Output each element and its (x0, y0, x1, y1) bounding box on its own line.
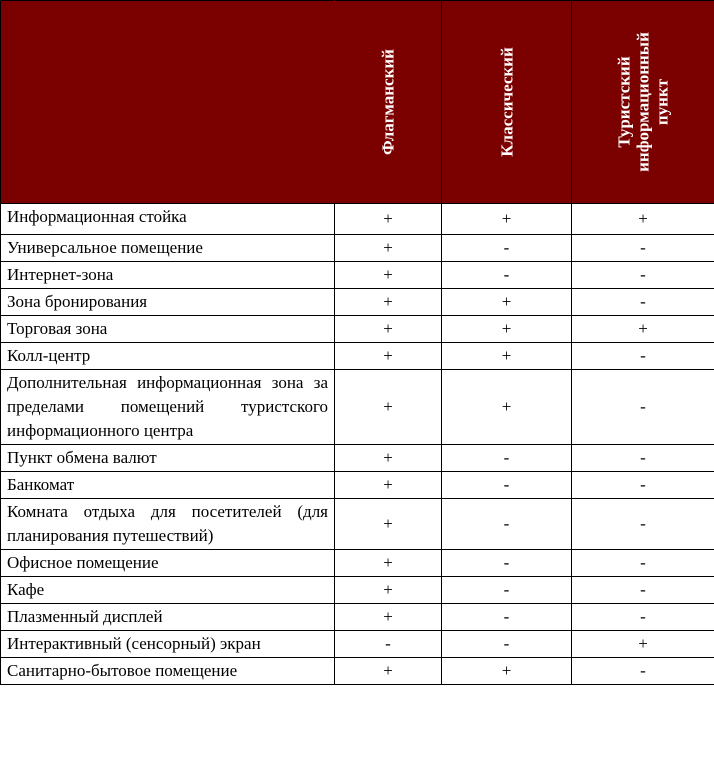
column-header-flagship (335, 1, 442, 204)
table-row (1, 577, 714, 604)
cell-tourist-point: - (572, 235, 714, 262)
table-row (1, 316, 714, 343)
cell-tourist-point: - (572, 262, 714, 289)
table-row (1, 658, 714, 685)
table-row (1, 370, 714, 445)
cell-tourist-point: - (572, 658, 714, 685)
column-header-label: Флагманский (378, 49, 398, 155)
cell-classic: + (442, 204, 572, 235)
cell-tourist-point: + (572, 631, 714, 658)
cell-flagship: - (335, 631, 442, 658)
row-label: Банкомат (1, 472, 335, 499)
cell-classic: + (442, 343, 572, 370)
row-label: Колл-центр (1, 343, 335, 370)
cell-flagship: + (335, 235, 442, 262)
row-label: Интерактивный (сенсорный) экран (1, 631, 335, 658)
column-header-label: Классический (497, 47, 516, 157)
table-row (1, 262, 714, 289)
table-row (1, 472, 714, 499)
table-row (1, 631, 714, 658)
cell-flagship: + (335, 658, 442, 685)
cell-tourist-point: - (572, 550, 714, 577)
cell-tourist-point: - (572, 445, 714, 472)
row-label: Торговая зона (1, 316, 335, 343)
cell-classic: + (442, 370, 572, 445)
cell-tourist-point: - (572, 370, 714, 445)
table-row (1, 204, 714, 235)
row-label: Универсальное помещение (1, 235, 335, 262)
cell-classic: - (442, 235, 572, 262)
table-body (1, 204, 714, 685)
row-label: Кафе (1, 577, 335, 604)
cell-classic: - (442, 445, 572, 472)
row-label: Офисное помещение (1, 550, 335, 577)
cell-tourist-point: - (572, 577, 714, 604)
cell-classic: - (442, 577, 572, 604)
header-row (1, 1, 714, 204)
cell-tourist-point: + (572, 204, 714, 235)
row-label: Плазменный дисплей (1, 604, 335, 631)
cell-flagship: + (335, 370, 442, 445)
cell-flagship: + (335, 604, 442, 631)
cell-tourist-point: - (572, 499, 714, 550)
row-label: Интернет-зона (1, 262, 335, 289)
cell-classic: - (442, 472, 572, 499)
column-header-label: Туристский информационный пункт (614, 32, 672, 172)
cell-tourist-point: - (572, 472, 714, 499)
table-row (1, 289, 714, 316)
cell-tourist-point: + (572, 316, 714, 343)
cell-flagship: + (335, 262, 442, 289)
cell-classic: + (442, 289, 572, 316)
row-label: Дополнительная информационная зона за пределами помещений туристского информационного центра (1, 370, 335, 445)
cell-flagship: + (335, 499, 442, 550)
cell-tourist-point: - (572, 343, 714, 370)
cell-classic: - (442, 550, 572, 577)
cell-classic: + (442, 658, 572, 685)
table-row (1, 445, 714, 472)
cell-flagship: + (335, 577, 442, 604)
cell-flagship: + (335, 204, 442, 235)
column-header-tourist-point (572, 1, 714, 204)
cell-flagship: + (335, 472, 442, 499)
row-label: Зона бронирования (1, 289, 335, 316)
cell-tourist-point: - (572, 289, 714, 316)
row-label: Санитарно-бытовое помещение (1, 658, 335, 685)
table-row (1, 550, 714, 577)
cell-flagship: + (335, 316, 442, 343)
table-row (1, 604, 714, 631)
column-header-classic (442, 1, 572, 204)
cell-classic: + (442, 316, 572, 343)
header-corner (1, 1, 335, 204)
cell-flagship: + (335, 343, 442, 370)
cell-classic: - (442, 631, 572, 658)
cell-flagship: + (335, 550, 442, 577)
row-label: Пункт обмена валют (1, 445, 335, 472)
cell-flagship: + (335, 445, 442, 472)
cell-tourist-point: - (572, 604, 714, 631)
table-row (1, 343, 714, 370)
table-row (1, 235, 714, 262)
table-row (1, 499, 714, 550)
row-label: Комната отдыха для посетителей (для планирования путешествий) (1, 499, 335, 550)
cell-classic: - (442, 604, 572, 631)
cell-classic: - (442, 262, 572, 289)
cell-classic: - (442, 499, 572, 550)
row-label: Информационная стойка (1, 204, 335, 235)
cell-flagship: + (335, 289, 442, 316)
